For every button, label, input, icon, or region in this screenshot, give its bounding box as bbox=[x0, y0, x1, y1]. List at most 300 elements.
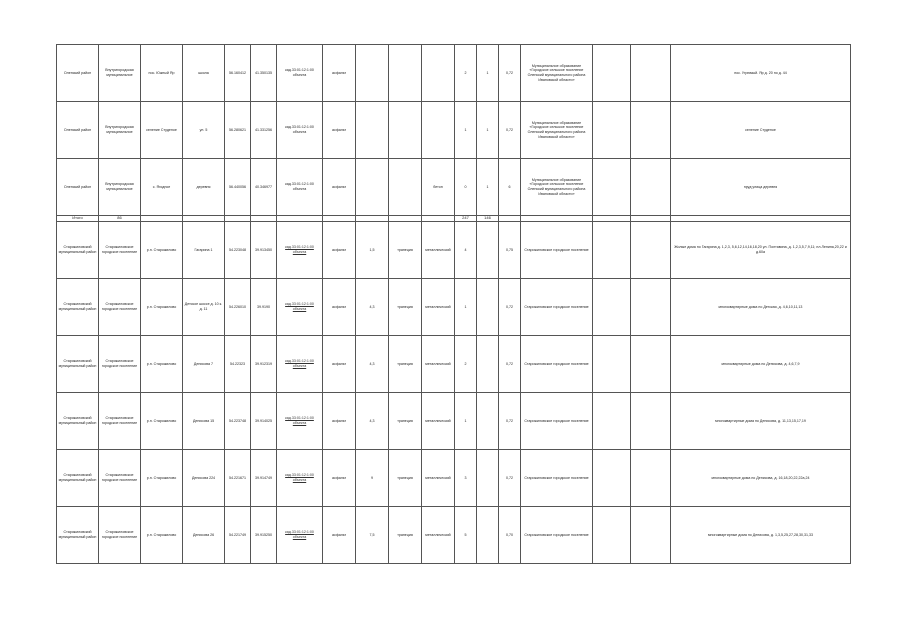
cell-len-text: 4,3 bbox=[369, 304, 375, 309]
cell-district-text: Оленский район bbox=[63, 184, 92, 189]
cell-count_a bbox=[455, 279, 477, 336]
cell-owner-text: Старожиловское городское поселение bbox=[101, 245, 138, 254]
cell-district bbox=[57, 336, 99, 393]
cell-surface-text: асфальт bbox=[331, 475, 347, 480]
cell-district-text: Старожиловский муниципальный район bbox=[58, 530, 97, 539]
cell-count_a bbox=[455, 450, 477, 507]
cell-e1 bbox=[593, 450, 631, 507]
cell-e2 bbox=[631, 279, 671, 336]
cell-lat-text: 56.160412 bbox=[229, 70, 246, 75]
cell-cadastre bbox=[277, 336, 323, 393]
cell-org-text: Старожиловское городское поселение bbox=[524, 247, 589, 252]
cell-org-text: Муниципальное образование «Городское сельское поселение Оленский муниципального района Ивановской области» bbox=[527, 63, 586, 82]
cell-lat bbox=[225, 507, 251, 564]
cell-org-text: Муниципальное образование «Городское сельское поселение Оленский муниципального района Ивановской области» bbox=[527, 177, 586, 196]
cell-len bbox=[356, 222, 389, 279]
cell-view bbox=[422, 507, 455, 564]
cell-district-text: Оленский район bbox=[63, 70, 92, 75]
cell-len-text: 7,5 bbox=[369, 532, 375, 537]
cell-street-text: школа bbox=[198, 70, 209, 75]
cell-district bbox=[57, 507, 99, 564]
cell-cadastre-text[interactable]: кад.33:01:12:1:00 объекта bbox=[285, 530, 314, 539]
cell-len bbox=[356, 336, 389, 393]
cell-cadastre-text[interactable]: кад.33:01:12:1:00 объекта bbox=[285, 473, 314, 482]
cell-owner bbox=[99, 102, 141, 159]
cell-view-text: металлический bbox=[425, 532, 451, 537]
cell-count_a-text: 1 bbox=[464, 127, 467, 132]
cell-org bbox=[521, 45, 593, 102]
cell-street-text: Денисова 15 bbox=[192, 418, 215, 423]
cell-locality bbox=[141, 159, 183, 216]
cell-org bbox=[521, 450, 593, 507]
cell-count_a-text: 5 bbox=[464, 532, 467, 537]
cell-type bbox=[389, 279, 422, 336]
cell-served-text: многоквартирные дома по Детская, д. 4,6,10,11,13 bbox=[718, 304, 803, 309]
cell-count_a bbox=[455, 507, 477, 564]
cell-area bbox=[499, 279, 521, 336]
cell-locality-text: с. Ягодное bbox=[152, 184, 171, 189]
cell-count_a-text: 2 bbox=[464, 70, 467, 75]
cell-lat bbox=[225, 159, 251, 216]
cell-len-text: 4,3 bbox=[369, 418, 375, 423]
cell-view-text: металлический bbox=[425, 247, 451, 252]
totals-value: 146 bbox=[484, 215, 491, 221]
cell-lat-text: 56.280621 bbox=[229, 127, 246, 132]
cell-lat-text: 56.440056 bbox=[229, 184, 246, 189]
cell-len bbox=[356, 102, 389, 159]
cell-locality-text: р.п. Старожилово bbox=[146, 304, 177, 309]
cell-lat-text: 54.223048 bbox=[229, 247, 246, 252]
cell-served bbox=[671, 450, 851, 507]
cell-cadastre-text[interactable]: кад.33:01:12:1:00 объекта bbox=[285, 245, 314, 254]
cell-view bbox=[422, 336, 455, 393]
cell-lon bbox=[251, 45, 277, 102]
cell-owner bbox=[99, 393, 141, 450]
totals-value: 86 bbox=[117, 215, 122, 221]
cell-street-text: деревня bbox=[196, 184, 211, 189]
cell-lon bbox=[251, 102, 277, 159]
cell-type bbox=[389, 507, 422, 564]
totals-value: 247 bbox=[462, 215, 469, 221]
cell-count_a bbox=[455, 102, 477, 159]
cell-surface bbox=[323, 450, 356, 507]
cell-street bbox=[183, 222, 225, 279]
cell-served bbox=[671, 279, 851, 336]
cell-org bbox=[521, 507, 593, 564]
cell-area-text: 6 bbox=[508, 184, 511, 189]
table-row bbox=[57, 507, 851, 564]
cell-street-text: Гагарина 1 bbox=[194, 247, 213, 252]
cell-served bbox=[671, 159, 851, 216]
cell-owner-text: Старожиловское городское поселение bbox=[101, 473, 138, 482]
cell-district-text: Старожиловский муниципальный район bbox=[58, 245, 97, 254]
cell-type-text: трапеция bbox=[397, 304, 413, 309]
cell-area bbox=[499, 507, 521, 564]
cell-org bbox=[521, 159, 593, 216]
cell-district bbox=[57, 279, 99, 336]
cell-area bbox=[499, 393, 521, 450]
cell-len bbox=[356, 45, 389, 102]
cell-type bbox=[389, 336, 422, 393]
cell-org bbox=[521, 279, 593, 336]
cell-cadastre-text[interactable]: кад.33:01:12:1:00 объекта bbox=[285, 416, 314, 425]
cell-org bbox=[521, 336, 593, 393]
cell-lat-text: 54.223748 bbox=[229, 418, 246, 423]
cell-served bbox=[671, 393, 851, 450]
cell-e1 bbox=[593, 507, 631, 564]
cell-lat-text: 54.22323 bbox=[230, 361, 245, 366]
cell-street bbox=[183, 507, 225, 564]
cell-locality-text: р.п. Старожилово bbox=[146, 475, 177, 480]
cell-street bbox=[183, 393, 225, 450]
cell-cadastre bbox=[277, 159, 323, 216]
cell-count_b bbox=[477, 450, 499, 507]
cell-lat-text: 54.221671 bbox=[229, 475, 246, 480]
cell-served bbox=[671, 222, 851, 279]
cell-len bbox=[356, 159, 389, 216]
cell-area-text: 0,72 bbox=[506, 361, 513, 366]
cell-district bbox=[57, 222, 99, 279]
table-row bbox=[57, 279, 851, 336]
cell-count_b bbox=[477, 222, 499, 279]
cell-view bbox=[422, 450, 455, 507]
cell-area bbox=[499, 222, 521, 279]
cell-view bbox=[422, 159, 455, 216]
cell-served-text: Жилые дома по Гагарина д. 1,2,3, 5,6,12,14,16,18,20 ул. Полтавина, д. 1,2,3,5,7,9,11; пл.Ленина,20,22 и д.60а bbox=[674, 245, 847, 254]
table-row bbox=[57, 159, 851, 216]
cell-district bbox=[57, 102, 99, 159]
cell-e2 bbox=[631, 393, 671, 450]
cell-locality bbox=[141, 279, 183, 336]
cell-org-text: Старожиловское городское поселение bbox=[524, 418, 589, 423]
cell-surface-text: асфальт bbox=[331, 70, 347, 75]
cell-street bbox=[183, 102, 225, 159]
cell-count_a-text: 2 bbox=[464, 361, 467, 366]
cell-view-text: бетон bbox=[433, 184, 443, 189]
cell-e1 bbox=[593, 279, 631, 336]
cell-district-text: Старожиловский муниципальный район bbox=[58, 416, 97, 425]
cell-view-text: металлический bbox=[425, 475, 451, 480]
cell-area-text: 0,72 bbox=[506, 304, 513, 309]
cell-lon-text: 39.914749 bbox=[255, 475, 272, 480]
cell-type-text: трапеция bbox=[397, 361, 413, 366]
cell-street-text: Денисова 26 bbox=[192, 532, 215, 537]
cell-e1 bbox=[593, 336, 631, 393]
cell-e1 bbox=[593, 102, 631, 159]
table-row bbox=[57, 222, 851, 279]
cell-view bbox=[422, 393, 455, 450]
cell-view bbox=[422, 222, 455, 279]
cell-e2 bbox=[631, 336, 671, 393]
cell-surface bbox=[323, 393, 356, 450]
cell-locality-text: р.п. Старожилово bbox=[146, 532, 177, 537]
table-row bbox=[57, 393, 851, 450]
table-row bbox=[57, 336, 851, 393]
cell-surface bbox=[323, 159, 356, 216]
cell-owner bbox=[99, 507, 141, 564]
cell-street-text: Детское шоссе д. 10 к. д. 11 bbox=[184, 302, 223, 311]
cell-cadastre-text[interactable]: кад.33:01:12:1:00 объекта bbox=[285, 302, 314, 311]
cell-surface bbox=[323, 45, 356, 102]
cell-count_a bbox=[455, 159, 477, 216]
cell-served-text: многоквартирные дома по Денисова, д. 4,6,7,9 bbox=[721, 361, 800, 366]
cell-surface-text: асфальт bbox=[331, 361, 347, 366]
cell-locality bbox=[141, 222, 183, 279]
cell-org-text: Старожиловское городское поселение bbox=[524, 361, 589, 366]
cell-street bbox=[183, 45, 225, 102]
cell-lon-text: 41.331256 bbox=[255, 127, 272, 132]
cell-owner-text: Старожиловское городское поселение bbox=[101, 530, 138, 539]
cell-type-text: трапеция bbox=[397, 532, 413, 537]
cell-cadastre bbox=[277, 450, 323, 507]
cell-count_b bbox=[477, 336, 499, 393]
cell-surface-text: асфальт bbox=[331, 532, 347, 537]
cell-area-text: 0,72 bbox=[506, 475, 513, 480]
cell-locality bbox=[141, 393, 183, 450]
cell-count_b bbox=[477, 102, 499, 159]
cell-served-text: многоквартирные дома по Денисова, д. 16,18,20,22,22а,24 bbox=[711, 475, 810, 480]
cell-locality bbox=[141, 102, 183, 159]
cell-served bbox=[671, 102, 851, 159]
table-row bbox=[57, 45, 851, 102]
cell-lon-text: 39.914025 bbox=[255, 418, 272, 423]
cell-lat bbox=[225, 336, 251, 393]
cell-count_a bbox=[455, 45, 477, 102]
cell-district-text: Старожиловский муниципальный район bbox=[58, 359, 97, 368]
cell-e2 bbox=[631, 450, 671, 507]
cell-cadastre-text[interactable]: кад.33:01:12:1:00 объекта bbox=[285, 182, 314, 191]
cell-lon bbox=[251, 222, 277, 279]
table-row bbox=[57, 450, 851, 507]
cell-surface-text: асфальт bbox=[331, 418, 347, 423]
cell-locality-text: р.п. Старожилово bbox=[146, 361, 177, 366]
cell-lat-text: 54.226010 bbox=[229, 304, 246, 309]
cell-lon bbox=[251, 507, 277, 564]
cell-street bbox=[183, 450, 225, 507]
cell-count_b-text: 1 bbox=[486, 184, 489, 189]
cell-cadastre-text[interactable]: кад.33:01:12:1:00 объекта bbox=[285, 125, 314, 134]
cell-lat bbox=[225, 450, 251, 507]
cell-street bbox=[183, 279, 225, 336]
cell-e2 bbox=[631, 102, 671, 159]
cell-surface-text: асфальт bbox=[331, 304, 347, 309]
cell-lat bbox=[225, 102, 251, 159]
cell-district-text: Старожиловский муниципальный район bbox=[58, 473, 97, 482]
cell-served-text: пруд улица деревня bbox=[743, 184, 778, 189]
cell-lat bbox=[225, 45, 251, 102]
cell-org bbox=[521, 102, 593, 159]
cell-lon bbox=[251, 279, 277, 336]
cell-e2 bbox=[631, 45, 671, 102]
cell-view bbox=[422, 279, 455, 336]
cell-served bbox=[671, 507, 851, 564]
cell-locality-text: р.п. Старожилово bbox=[146, 418, 177, 423]
cell-count_b-text: 1 bbox=[486, 70, 489, 75]
cell-lon-text: 40.346977 bbox=[255, 184, 272, 189]
cell-lon bbox=[251, 450, 277, 507]
cell-street-text: Денисова 224 bbox=[191, 475, 216, 480]
cell-district bbox=[57, 450, 99, 507]
cell-area bbox=[499, 450, 521, 507]
cell-served-text: многоквартирные дома по Денисова, д. 11,13,15,17,19 bbox=[715, 418, 806, 423]
cell-type-text: трапеция bbox=[397, 418, 413, 423]
cell-street-text: ул. 5 bbox=[199, 127, 208, 132]
cell-view bbox=[422, 102, 455, 159]
cell-len bbox=[356, 279, 389, 336]
cell-type bbox=[389, 102, 422, 159]
cell-surface bbox=[323, 279, 356, 336]
cell-area-text: 0,72 bbox=[506, 418, 513, 423]
cell-lon bbox=[251, 159, 277, 216]
cell-served-text: селение Студеное bbox=[745, 127, 776, 132]
cell-view-text: металлический bbox=[425, 304, 451, 309]
cell-count_a-text: 0 bbox=[464, 184, 467, 189]
cell-e1 bbox=[593, 45, 631, 102]
cell-area-text: 0,70 bbox=[506, 532, 513, 537]
cell-len-text: 9 bbox=[371, 475, 373, 480]
cell-surface-text: асфальт bbox=[331, 127, 347, 132]
cell-count_b bbox=[477, 507, 499, 564]
cell-owner bbox=[99, 159, 141, 216]
cell-cadastre-text[interactable]: кад.33:01:12:1:00 объекта bbox=[285, 359, 314, 368]
cell-area-text: 0,75 bbox=[506, 247, 513, 252]
cell-cadastre bbox=[277, 45, 323, 102]
cell-e1 bbox=[593, 393, 631, 450]
cell-type bbox=[389, 222, 422, 279]
cell-served-text: пос. Угрюмый. Яр д. 20 по д. 44 bbox=[734, 70, 787, 75]
cell-owner bbox=[99, 222, 141, 279]
cell-lat bbox=[225, 393, 251, 450]
cell-count_b bbox=[477, 393, 499, 450]
cell-cadastre bbox=[277, 102, 323, 159]
cell-view-text: металлический bbox=[425, 418, 451, 423]
cell-e2 bbox=[631, 159, 671, 216]
cell-owner bbox=[99, 336, 141, 393]
cell-count_a-text: 1 bbox=[464, 304, 467, 309]
cell-district-text: Оленский район bbox=[63, 127, 92, 132]
cell-served bbox=[671, 45, 851, 102]
registry-table bbox=[56, 44, 851, 564]
cell-served bbox=[671, 336, 851, 393]
cell-org-text: Старожиловское городское поселение bbox=[524, 532, 589, 537]
cell-lon-text: 39.912319 bbox=[255, 361, 272, 366]
cell-owner bbox=[99, 45, 141, 102]
cell-len bbox=[356, 507, 389, 564]
cell-org bbox=[521, 393, 593, 450]
cell-locality bbox=[141, 507, 183, 564]
cell-district bbox=[57, 159, 99, 216]
cell-count_a bbox=[455, 336, 477, 393]
cell-owner-text: Внутригородская муниципальное bbox=[105, 125, 134, 134]
cell-count_b bbox=[477, 45, 499, 102]
cell-owner bbox=[99, 279, 141, 336]
cell-surface bbox=[323, 222, 356, 279]
cell-area bbox=[499, 102, 521, 159]
cell-cadastre bbox=[277, 393, 323, 450]
cell-e1 bbox=[593, 159, 631, 216]
cell-count_a-text: 1 bbox=[464, 418, 467, 423]
cell-len-text: 1,5 bbox=[369, 247, 375, 252]
cell-owner-text: Старожиловское городское поселение bbox=[101, 302, 138, 311]
cell-count_b bbox=[477, 279, 499, 336]
cell-cadastre bbox=[277, 222, 323, 279]
cell-locality-text: пос. Южный Яр bbox=[148, 70, 175, 75]
cell-locality bbox=[141, 450, 183, 507]
cell-org-text: Старожиловское городское поселение bbox=[524, 304, 589, 309]
cell-lon-text: 41.350135 bbox=[255, 70, 272, 75]
cell-lon-text: 39.915250 bbox=[255, 532, 272, 537]
cell-view bbox=[422, 45, 455, 102]
cell-area bbox=[499, 45, 521, 102]
cell-count_a-text: 3 bbox=[464, 475, 467, 480]
cell-type bbox=[389, 393, 422, 450]
cell-count_a bbox=[455, 393, 477, 450]
cell-view-text: металлический bbox=[425, 361, 451, 366]
cell-district bbox=[57, 45, 99, 102]
cell-cadastre bbox=[277, 507, 323, 564]
cell-count_a bbox=[455, 222, 477, 279]
cell-org-text: Муниципальное образование «Городское сельское поселение Оленский муниципального района Ивановской области» bbox=[527, 120, 586, 139]
cell-type bbox=[389, 450, 422, 507]
cell-type-text: трапеция bbox=[397, 247, 413, 252]
cell-district bbox=[57, 393, 99, 450]
cell-district-text: Старожиловский муниципальный район bbox=[58, 302, 97, 311]
cell-area bbox=[499, 159, 521, 216]
cell-org-text: Старожиловское городское поселение bbox=[524, 475, 589, 480]
cell-street bbox=[183, 159, 225, 216]
cell-lat bbox=[225, 222, 251, 279]
table-row bbox=[57, 102, 851, 159]
cell-lon bbox=[251, 336, 277, 393]
cell-locality bbox=[141, 336, 183, 393]
cell-org bbox=[521, 222, 593, 279]
cell-surface-text: асфальт bbox=[331, 184, 347, 189]
cell-count_b-text: 1 bbox=[486, 127, 489, 132]
cell-surface bbox=[323, 336, 356, 393]
cell-street bbox=[183, 336, 225, 393]
cell-lon-text: 39.9190 bbox=[257, 304, 270, 309]
cell-lat bbox=[225, 279, 251, 336]
cell-lat-text: 54.221749 bbox=[229, 532, 246, 537]
cell-len bbox=[356, 393, 389, 450]
cell-e2 bbox=[631, 222, 671, 279]
cell-surface-text: асфальт bbox=[331, 247, 347, 252]
cell-len-text: 4,3 bbox=[369, 361, 375, 366]
cell-served-text: многоквартирные дома по Денисова, д. 1,3,5,25,27,28,30,31,33 bbox=[708, 532, 813, 537]
totals-value: Итого bbox=[72, 215, 83, 221]
cell-type-text: трапеция bbox=[397, 475, 413, 480]
cell-area-text: 0,72 bbox=[506, 70, 513, 75]
cell-surface bbox=[323, 507, 356, 564]
cell-street-text: Денисова 7 bbox=[193, 361, 214, 366]
cell-area bbox=[499, 336, 521, 393]
cell-e2 bbox=[631, 507, 671, 564]
cell-surface bbox=[323, 102, 356, 159]
cell-type bbox=[389, 159, 422, 216]
cell-count_a-text: 4 bbox=[464, 247, 467, 252]
cell-cadastre bbox=[277, 279, 323, 336]
cell-locality-text: селение Студеное bbox=[146, 127, 177, 132]
cell-area-text: 0,72 bbox=[506, 127, 513, 132]
cell-locality bbox=[141, 45, 183, 102]
cell-locality-text: р.п. Старожилово bbox=[146, 247, 177, 252]
cell-lon bbox=[251, 393, 277, 450]
cell-owner-text: Старожиловское городское поселение bbox=[101, 359, 138, 368]
cell-owner-text: Старожиловское городское поселение bbox=[101, 416, 138, 425]
cell-cadastre-text[interactable]: кад.33:01:12:1:00 объекта bbox=[285, 68, 314, 77]
cell-owner-text: Внутригородская муниципальное bbox=[105, 182, 134, 191]
cell-len bbox=[356, 450, 389, 507]
